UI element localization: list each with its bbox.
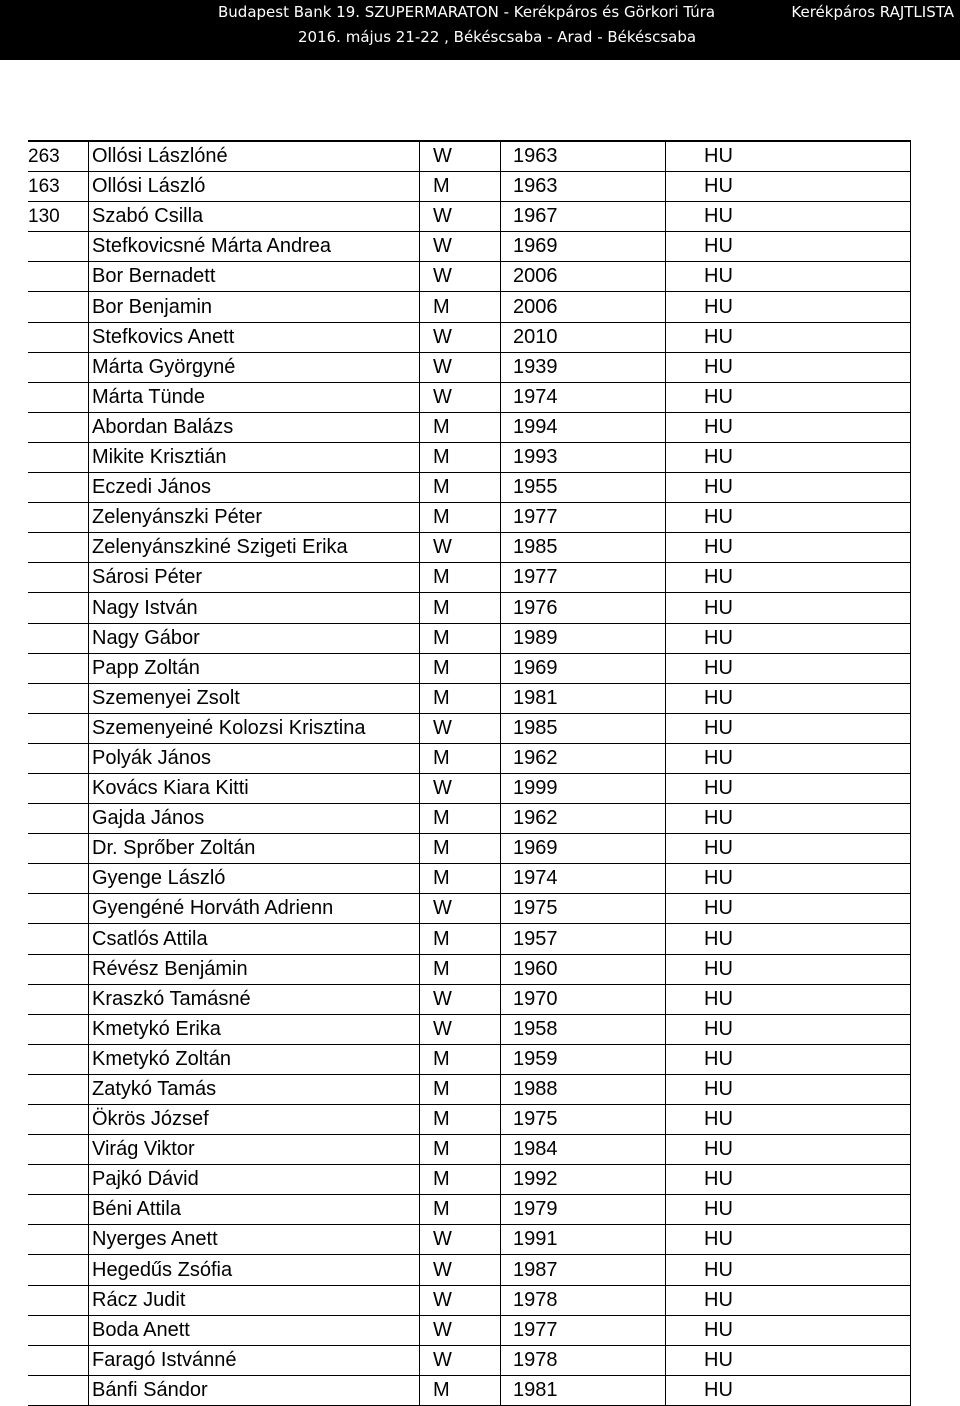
bib-number-cell (28, 352, 89, 382)
bib-number-cell (28, 382, 89, 412)
table-row (28, 232, 911, 262)
country-code-cell: HU (666, 1074, 911, 1104)
participant-name-cell: Nyerges Anett (89, 1225, 420, 1255)
bib-number-cell (28, 1195, 89, 1225)
table-row (28, 473, 911, 503)
bib-number-cell (28, 954, 89, 984)
birth-year-cell: 2010 (501, 322, 666, 352)
participant-name-cell: Gajda János (89, 804, 420, 834)
bib-number-cell (28, 1165, 89, 1195)
gender-cell: M (420, 804, 501, 834)
country-code-cell: HU (666, 1044, 911, 1074)
bib-number-cell (28, 442, 89, 472)
participant-name-cell: Boda Anett (89, 1315, 420, 1345)
bib-number-cell (28, 713, 89, 743)
birth-year-cell: 2006 (501, 292, 666, 322)
bib-number-cell (28, 1074, 89, 1104)
list-title: Kerékpáros RAJTLISTA (791, 3, 954, 21)
table-row (28, 653, 911, 683)
participant-name-cell: Sárosi Péter (89, 563, 420, 593)
country-code-cell: HU (666, 1315, 911, 1345)
participant-name-cell: Szemenyei Zsolt (89, 683, 420, 713)
bib-number-cell (28, 864, 89, 894)
birth-year-cell: 1955 (501, 473, 666, 503)
table-row (28, 202, 911, 232)
birth-year-cell: 1981 (501, 1375, 666, 1405)
country-code-cell: HU (666, 1345, 911, 1375)
birth-year-cell: 1976 (501, 593, 666, 623)
birth-year-cell: 1988 (501, 1074, 666, 1104)
page-header (0, 0, 960, 60)
gender-cell: M (420, 653, 501, 683)
country-code-cell: HU (666, 322, 911, 352)
country-code-cell: HU (666, 172, 911, 202)
gender-cell: M (420, 834, 501, 864)
country-code-cell: HU (666, 924, 911, 954)
table-row (28, 1165, 911, 1195)
gender-cell: M (420, 743, 501, 773)
birth-year-cell: 2006 (501, 262, 666, 292)
gender-cell: W (420, 1014, 501, 1044)
gender-cell: W (420, 894, 501, 924)
table-row (28, 894, 911, 924)
participant-name-cell: Kmetykó Zoltán (89, 1044, 420, 1074)
birth-year-cell: 1967 (501, 202, 666, 232)
bib-number-cell (28, 262, 89, 292)
birth-year-cell: 1939 (501, 352, 666, 382)
bib-number-cell (28, 473, 89, 503)
country-code-cell: HU (666, 202, 911, 232)
gender-cell: W (420, 232, 501, 262)
country-code-cell: HU (666, 954, 911, 984)
country-code-cell: HU (666, 141, 911, 172)
gender-cell: W (420, 322, 501, 352)
table-row (28, 984, 911, 1014)
country-code-cell: HU (666, 352, 911, 382)
bib-number-cell (28, 623, 89, 653)
gender-cell: M (420, 924, 501, 954)
gender-cell: W (420, 1345, 501, 1375)
gender-cell: W (420, 713, 501, 743)
event-title: Budapest Bank 19. SZUPERMARATON - Kerékpáros és Görkori Túra (218, 3, 716, 21)
bib-number-cell (28, 1255, 89, 1285)
birth-year-cell: 1993 (501, 442, 666, 472)
gender-cell: W (420, 1225, 501, 1255)
birth-year-cell: 1969 (501, 232, 666, 262)
birth-year-cell: 1974 (501, 382, 666, 412)
table-row (28, 804, 911, 834)
table-row (28, 352, 911, 382)
table-row (28, 623, 911, 653)
birth-year-cell: 1991 (501, 1225, 666, 1255)
country-code-cell: HU (666, 232, 911, 262)
country-code-cell: HU (666, 864, 911, 894)
country-code-cell: HU (666, 1105, 911, 1135)
birth-year-cell: 1958 (501, 1014, 666, 1044)
participant-name-cell: Szabó Csilla (89, 202, 420, 232)
start-list-table (28, 140, 911, 1406)
participant-name-cell: Révész Benjámin (89, 954, 420, 984)
participant-name-cell: Márta Tünde (89, 382, 420, 412)
gender-cell: M (420, 172, 501, 202)
gender-cell: M (420, 1195, 501, 1225)
start-list-body (28, 141, 911, 1405)
birth-year-cell: 1977 (501, 1315, 666, 1345)
table-row (28, 442, 911, 472)
participant-name-cell: Virág Viktor (89, 1135, 420, 1165)
birth-year-cell: 1977 (501, 503, 666, 533)
gender-cell: M (420, 412, 501, 442)
gender-cell: W (420, 262, 501, 292)
country-code-cell: HU (666, 683, 911, 713)
bib-number-cell (28, 563, 89, 593)
gender-cell: M (420, 1074, 501, 1104)
participant-name-cell: Rácz Judit (89, 1285, 420, 1315)
participant-name-cell: Szemenyeiné Kolozsi Krisztina (89, 713, 420, 743)
birth-year-cell: 1992 (501, 1165, 666, 1195)
gender-cell: M (420, 1375, 501, 1405)
birth-year-cell: 1987 (501, 1255, 666, 1285)
participant-name-cell: Kmetykó Erika (89, 1014, 420, 1044)
table-row (28, 683, 911, 713)
table-row (28, 1315, 911, 1345)
participant-name-cell: Stefkovicsné Márta Andrea (89, 232, 420, 262)
participant-name-cell: Stefkovics Anett (89, 322, 420, 352)
participant-name-cell: Zelenyánszkiné Szigeti Erika (89, 533, 420, 563)
country-code-cell: HU (666, 653, 911, 683)
participant-name-cell: Faragó Istvánné (89, 1345, 420, 1375)
country-code-cell: HU (666, 1225, 911, 1255)
event-date-route: 2016. május 21-22 , Békéscsaba - Arad - Békéscsaba (298, 28, 697, 46)
birth-year-cell: 1985 (501, 533, 666, 563)
birth-year-cell: 1977 (501, 563, 666, 593)
bib-number-cell: 130 (28, 202, 89, 232)
participant-name-cell: Nagy István (89, 593, 420, 623)
participant-name-cell: Zatykó Tamás (89, 1074, 420, 1104)
table-row (28, 713, 911, 743)
gender-cell: M (420, 954, 501, 984)
participant-name-cell: Márta Györgyné (89, 352, 420, 382)
table-row (28, 593, 911, 623)
participant-name-cell: Kraszkó Tamásné (89, 984, 420, 1014)
participant-name-cell: Eczedi János (89, 473, 420, 503)
country-code-cell: HU (666, 984, 911, 1014)
birth-year-cell: 1959 (501, 1044, 666, 1074)
country-code-cell: HU (666, 1165, 911, 1195)
table-row (28, 834, 911, 864)
country-code-cell: HU (666, 713, 911, 743)
gender-cell: W (420, 1255, 501, 1285)
table-row (28, 864, 911, 894)
country-code-cell: HU (666, 1375, 911, 1405)
table-row (28, 262, 911, 292)
birth-year-cell: 1985 (501, 713, 666, 743)
gender-cell: M (420, 623, 501, 653)
participant-name-cell: Hegedűs Zsófia (89, 1255, 420, 1285)
participant-name-cell: Nagy Gábor (89, 623, 420, 653)
birth-year-cell: 1963 (501, 172, 666, 202)
table-row (28, 292, 911, 322)
country-code-cell: HU (666, 1195, 911, 1225)
participant-name-cell: Bánfi Sándor (89, 1375, 420, 1405)
table-row (28, 954, 911, 984)
birth-year-cell: 1989 (501, 623, 666, 653)
gender-cell: W (420, 202, 501, 232)
table-row (28, 503, 911, 533)
gender-cell: M (420, 683, 501, 713)
bib-number-cell (28, 984, 89, 1014)
country-code-cell: HU (666, 804, 911, 834)
birth-year-cell: 1978 (501, 1345, 666, 1375)
participant-name-cell: Bor Benjamin (89, 292, 420, 322)
table-row (28, 322, 911, 352)
gender-cell: M (420, 503, 501, 533)
table-row (28, 1255, 911, 1285)
bib-number-cell: 263 (28, 141, 89, 172)
birth-year-cell: 1994 (501, 412, 666, 442)
bib-number-cell (28, 1345, 89, 1375)
birth-year-cell: 1978 (501, 1285, 666, 1315)
bib-number-cell (28, 773, 89, 803)
participant-name-cell: Csatlós Attila (89, 924, 420, 954)
bib-number-cell (28, 1135, 89, 1165)
country-code-cell: HU (666, 1014, 911, 1044)
birth-year-cell: 1962 (501, 804, 666, 834)
participant-name-cell: Dr. Sprőber Zoltán (89, 834, 420, 864)
birth-year-cell: 1974 (501, 864, 666, 894)
bib-number-cell (28, 804, 89, 834)
participant-name-cell: Pajkó Dávid (89, 1165, 420, 1195)
gender-cell: W (420, 382, 501, 412)
bib-number-cell (28, 1315, 89, 1345)
table-row (28, 1345, 911, 1375)
country-code-cell: HU (666, 563, 911, 593)
birth-year-cell: 1975 (501, 1105, 666, 1135)
bib-number-cell (28, 1044, 89, 1074)
table-row (28, 172, 911, 202)
country-code-cell: HU (666, 292, 911, 322)
gender-cell: W (420, 533, 501, 563)
bib-number-cell (28, 593, 89, 623)
table-row (28, 1014, 911, 1044)
country-code-cell: HU (666, 834, 911, 864)
gender-cell: W (420, 984, 501, 1014)
birth-year-cell: 1960 (501, 954, 666, 984)
country-code-cell: HU (666, 593, 911, 623)
bib-number-cell (28, 533, 89, 563)
country-code-cell: HU (666, 894, 911, 924)
gender-cell: M (420, 593, 501, 623)
birth-year-cell: 1969 (501, 834, 666, 864)
country-code-cell: HU (666, 473, 911, 503)
country-code-cell: HU (666, 533, 911, 563)
gender-cell: M (420, 1135, 501, 1165)
gender-cell: M (420, 473, 501, 503)
gender-cell: W (420, 773, 501, 803)
table-row (28, 382, 911, 412)
table-row (28, 924, 911, 954)
table-row (28, 1074, 911, 1104)
country-code-cell: HU (666, 743, 911, 773)
birth-year-cell: 1969 (501, 653, 666, 683)
participant-name-cell: Papp Zoltán (89, 653, 420, 683)
bib-number-cell (28, 1285, 89, 1315)
bib-number-cell: 163 (28, 172, 89, 202)
bib-number-cell (28, 322, 89, 352)
table-row (28, 1135, 911, 1165)
gender-cell: W (420, 1285, 501, 1315)
table-row (28, 412, 911, 442)
table-row (28, 563, 911, 593)
bib-number-cell (28, 683, 89, 713)
participant-name-cell: Bor Bernadett (89, 262, 420, 292)
gender-cell: M (420, 563, 501, 593)
bib-number-cell (28, 1375, 89, 1405)
gender-cell: M (420, 1165, 501, 1195)
birth-year-cell: 1999 (501, 773, 666, 803)
participant-name-cell: Zelenyánszki Péter (89, 503, 420, 533)
table-row (28, 1225, 911, 1255)
birth-year-cell: 1970 (501, 984, 666, 1014)
table-row (28, 1285, 911, 1315)
gender-cell: M (420, 1105, 501, 1135)
gender-cell: M (420, 1044, 501, 1074)
country-code-cell: HU (666, 1135, 911, 1165)
country-code-cell: HU (666, 262, 911, 292)
bib-number-cell (28, 894, 89, 924)
birth-year-cell: 1979 (501, 1195, 666, 1225)
gender-cell: M (420, 292, 501, 322)
birth-year-cell: 1963 (501, 141, 666, 172)
table-row (28, 533, 911, 563)
participant-name-cell: Kovács Kiara Kitti (89, 773, 420, 803)
bib-number-cell (28, 1014, 89, 1044)
participant-name-cell: Gyenge László (89, 864, 420, 894)
country-code-cell: HU (666, 382, 911, 412)
participant-name-cell: Ollósi Lászlóné (89, 141, 420, 172)
participant-name-cell: Polyák János (89, 743, 420, 773)
gender-cell: W (420, 352, 501, 382)
participant-name-cell: Béni Attila (89, 1195, 420, 1225)
bib-number-cell (28, 292, 89, 322)
birth-year-cell: 1975 (501, 894, 666, 924)
bib-number-cell (28, 232, 89, 262)
birth-year-cell: 1981 (501, 683, 666, 713)
bib-number-cell (28, 1225, 89, 1255)
participant-name-cell: Mikite Krisztián (89, 442, 420, 472)
bib-number-cell (28, 503, 89, 533)
table-row (28, 1105, 911, 1135)
country-code-cell: HU (666, 1255, 911, 1285)
country-code-cell: HU (666, 773, 911, 803)
table-row (28, 743, 911, 773)
birth-year-cell: 1957 (501, 924, 666, 954)
participant-name-cell: Gyengéné Horváth Adrienn (89, 894, 420, 924)
bib-number-cell (28, 834, 89, 864)
country-code-cell: HU (666, 1285, 911, 1315)
gender-cell: M (420, 442, 501, 472)
gender-cell: W (420, 141, 501, 172)
participant-name-cell: Ollósi László (89, 172, 420, 202)
country-code-cell: HU (666, 503, 911, 533)
bib-number-cell (28, 743, 89, 773)
country-code-cell: HU (666, 412, 911, 442)
participant-name-cell: Ökrös József (89, 1105, 420, 1135)
country-code-cell: HU (666, 623, 911, 653)
bib-number-cell (28, 412, 89, 442)
participant-name-cell: Abordan Balázs (89, 412, 420, 442)
birth-year-cell: 1962 (501, 743, 666, 773)
table-row (28, 773, 911, 803)
table-row (28, 1375, 911, 1405)
gender-cell: W (420, 1315, 501, 1345)
country-code-cell: HU (666, 442, 911, 472)
bib-number-cell (28, 1105, 89, 1135)
table-row (28, 1044, 911, 1074)
table-row (28, 1195, 911, 1225)
gender-cell: M (420, 864, 501, 894)
birth-year-cell: 1984 (501, 1135, 666, 1165)
bib-number-cell (28, 653, 89, 683)
bib-number-cell (28, 924, 89, 954)
table-row (28, 141, 911, 172)
